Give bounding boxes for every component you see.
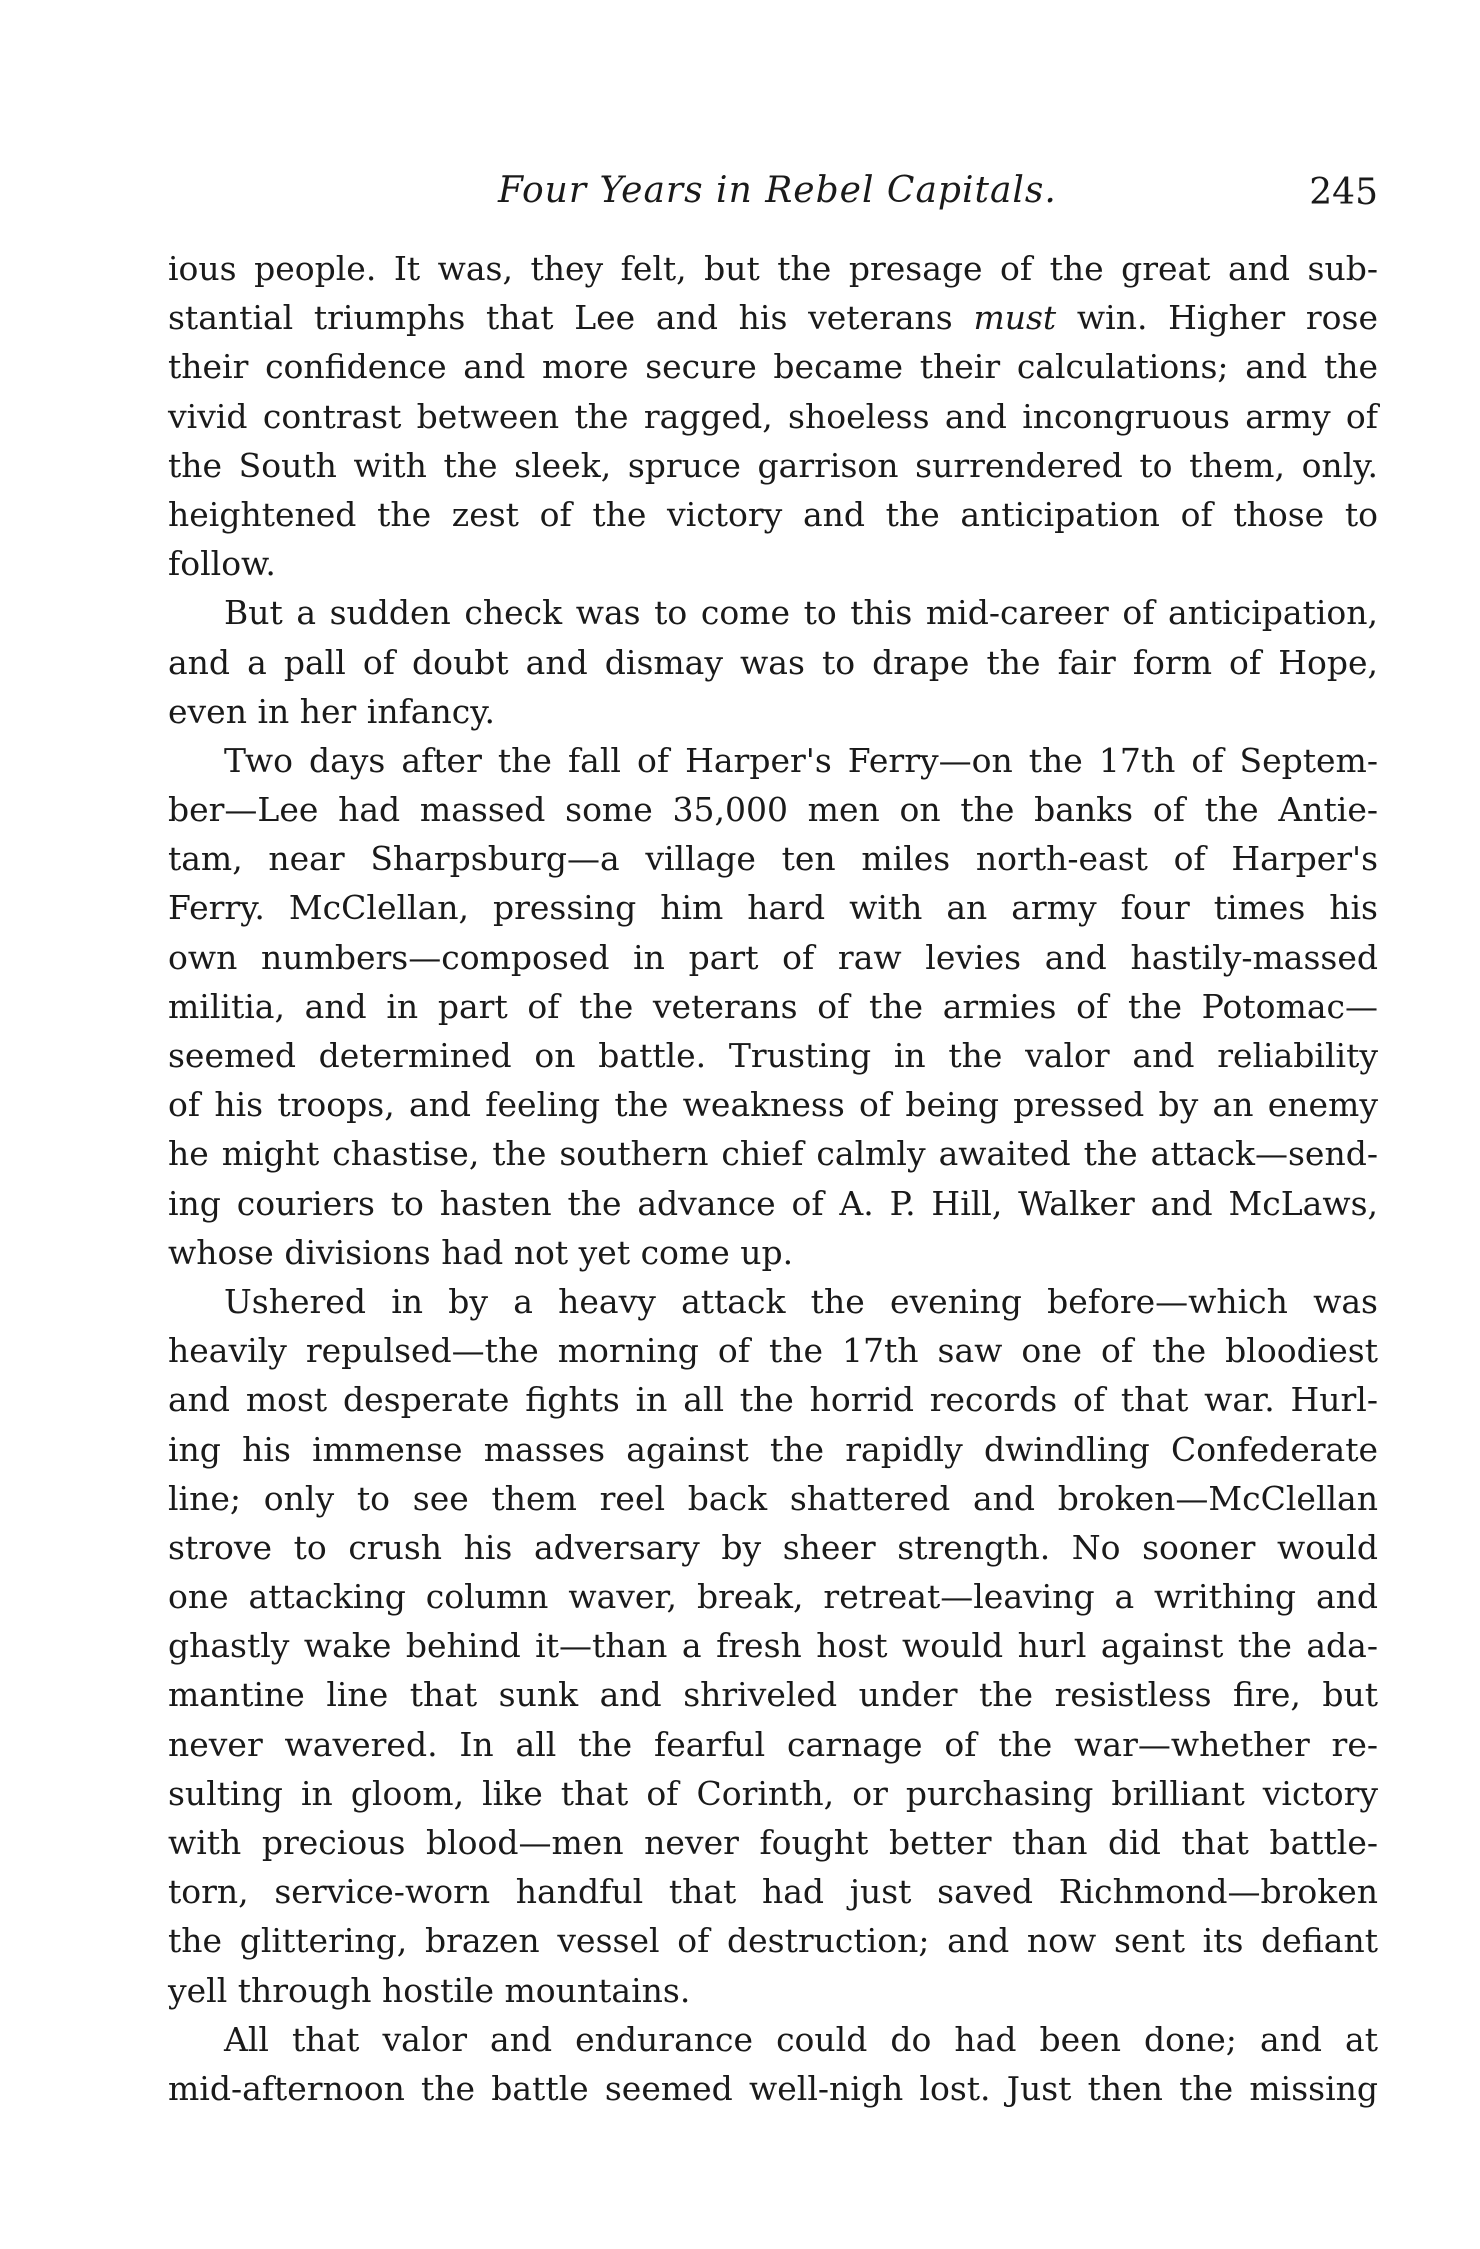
text-line: yell through hostile mountains.: [168, 1970, 691, 2010]
text-line: torn, service-worn handful that had just saved Richmond—broken: [168, 1872, 1378, 1912]
running-head: [168, 170, 1378, 230]
text-line: line; only to see them reel back shattered and broken—McClellan: [168, 1478, 1378, 1518]
text-line: mid-afternoon the battle seemed well-nigh lost. Just then the missing: [168, 2068, 1378, 2108]
text-line: ghastly wake behind it—than a fresh host would hurl against the ada-: [168, 1626, 1378, 1666]
text-line: their confidence and more secure became their calculations; and the: [168, 347, 1378, 387]
body-text: [168, 244, 1378, 2113]
text-line: militia, and in part of the veterans of the armies of the Potomac—: [168, 986, 1378, 1026]
text-line: heightened the zest of the victory and the anticipation of those to: [168, 494, 1378, 534]
text-line: and most desperate fights in all the horrid records of that war. Hurl-: [168, 1380, 1378, 1420]
text-line: heavily repulsed—the morning of the 17th saw one of the bloodiest: [168, 1331, 1378, 1371]
text-line: the South with the sleek, spruce garrison surrendered to them, only.: [168, 445, 1378, 485]
text-line: he might chastise, the southern chief calmly awaited the attack—send-: [168, 1134, 1378, 1174]
page-number: 245: [1309, 172, 1378, 213]
text-line: even in her infancy.: [168, 691, 495, 731]
text-line: never wavered. In all the fearful carnage of the war—whether re-: [168, 1724, 1378, 1764]
text-line: sulting in gloom, like that of Corinth, or purchasing brilliant victory: [168, 1773, 1378, 1813]
text-line: of his troops, and feeling the weakness of being pressed by an enemy: [168, 1085, 1378, 1125]
text-line: All that valor and endurance could do had been done; and at: [224, 2019, 1378, 2059]
text-line: own numbers—composed in part of raw levies and hastily-massed: [168, 937, 1378, 977]
text-line: stantial triumphs that Lee and his veterans must win. Higher rose: [168, 298, 1378, 338]
running-title: Four Years in Rebel Capitals.: [498, 170, 1057, 211]
text-line: and a pall of doubt and dismay was to drape the fair form of Hope,: [168, 642, 1378, 682]
text-line: whose divisions had not yet come up.: [168, 1232, 794, 1272]
text-line: Ushered in by a heavy attack the evening before—which was: [224, 1281, 1378, 1321]
text-line: the glittering, brazen vessel of destruction; and now sent its defiant: [168, 1921, 1378, 1961]
text-line: ing his immense masses against the rapidly dwindling Confederate: [168, 1429, 1378, 1469]
text-line: But a sudden check was to come to this mid-career of anticipation,: [224, 593, 1378, 633]
text-line: follow.: [168, 544, 276, 584]
text-line: with precious blood—men never fought better than did that battle-: [168, 1823, 1378, 1862]
text-line: tam, near Sharpsburg—a village ten miles north-east of Harper's: [168, 839, 1378, 879]
text-line: Two days after the fall of Harper's Ferry—on the 17th of Septem-: [224, 740, 1378, 780]
text-line: vivid contrast between the ragged, shoeless and incongruous army of: [168, 396, 1378, 436]
text-line: strove to crush his adversary by sheer strength. No sooner would: [168, 1527, 1378, 1567]
text-line: ber—Lee had massed some 35,000 men on the banks of the Antie-: [168, 790, 1378, 830]
text-line: mantine line that sunk and shriveled under the resistless fire, but: [168, 1675, 1378, 1715]
text-line: one attacking column waver, break, retreat—leaving a writhing and: [168, 1577, 1378, 1617]
text-line: seemed determined on battle. Trusting in the valor and reliability: [168, 1036, 1378, 1075]
text-line: Ferry. McClellan, pressing him hard with an army four times his: [168, 888, 1378, 928]
text-line: ious people. It was, they felt, but the presage of the great and sub-: [168, 249, 1378, 288]
text-line: ing couriers to hasten the advance of A. P. Hill, Walker and McLaws,: [168, 1183, 1378, 1223]
